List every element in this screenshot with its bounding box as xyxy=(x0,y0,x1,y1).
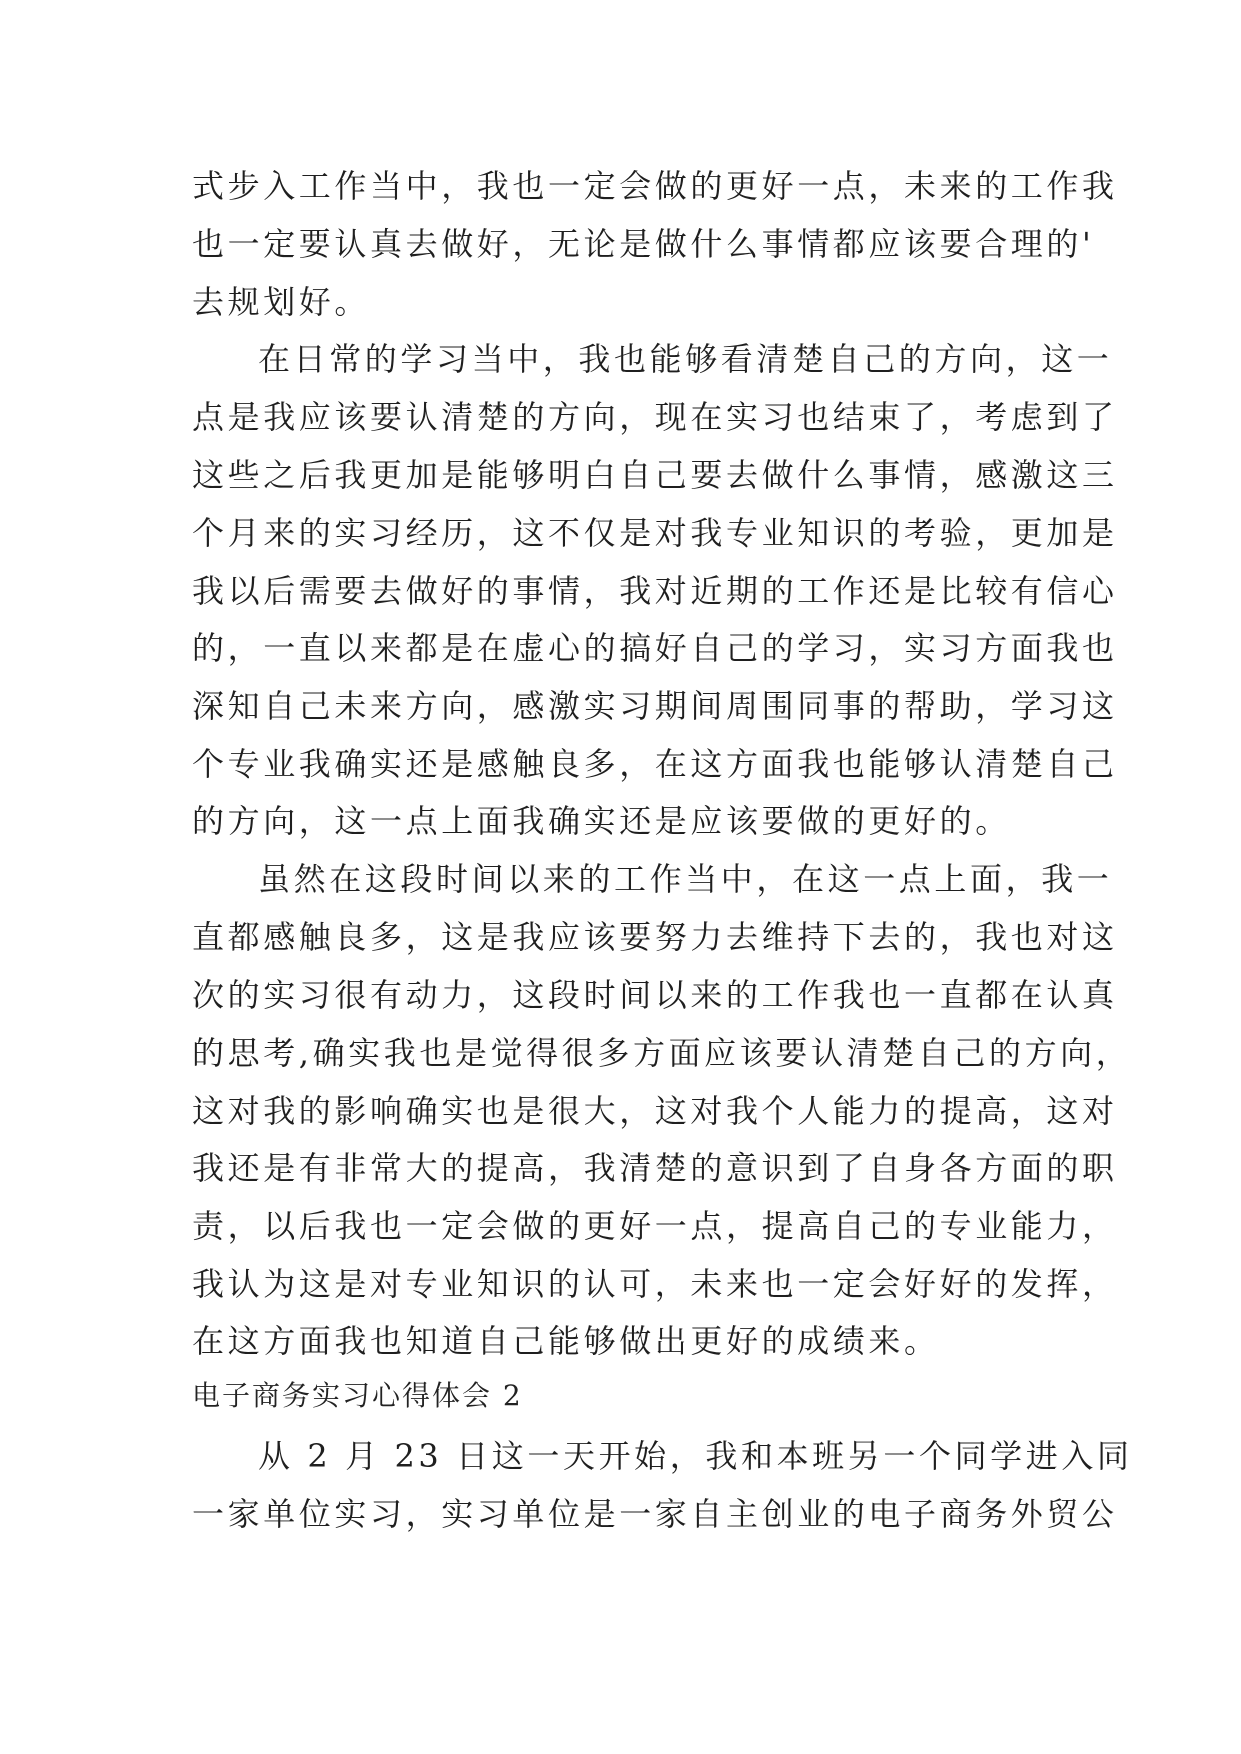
text-line: 我以后需要去做好的事情，我对近期的工作还是比较有信心 xyxy=(192,572,1118,610)
text-line: 的，一直以来都是在虚心的搞好自己的学习，实习方面我也 xyxy=(192,629,1118,667)
text-line: 这对我的影响确实也是很大，这对我个人能力的提高，这对 xyxy=(192,1092,1118,1130)
text-line: 去规划好。 xyxy=(192,283,371,321)
text-line: 个专业我确实还是感触良多，在这方面我也能够认清楚自己 xyxy=(192,745,1118,783)
text-line: 次的实习很有动力，这段时间以来的工作我也一直都在认真 xyxy=(192,976,1118,1014)
paragraph-first-line: 从 2 月 23 日这一天开始，我和本班另一个同学进入同 xyxy=(258,1437,1133,1475)
text-line: 我认为这是对专业知识的认可，未来也一定会好好的发挥， xyxy=(192,1265,1118,1303)
text-line: 点是我应该要认清楚的方向，现在实习也结束了，考虑到了 xyxy=(192,398,1118,436)
text-line: 这些之后我更加是能够明白自己要去做什么事情，感激这三 xyxy=(192,456,1118,494)
text-line: 的方向，这一点上面我确实还是应该要做的更好的。 xyxy=(192,802,1011,840)
paragraph-first-line: 在日常的学习当中，我也能够看清楚自己的方向，这一 xyxy=(258,340,1113,378)
text-line: 的思考,确实我也是觉得很多方面应该要认清楚自己的方向， xyxy=(192,1034,1132,1072)
text-line: 式步入工作当中，我也一定会做的更好一点，未来的工作我 xyxy=(192,167,1118,205)
paragraph-first-line: 虽然在这段时间以来的工作当中，在这一点上面，我一 xyxy=(258,860,1113,898)
text-line: 个月来的实习经历，这不仅是对我专业知识的考验，更加是 xyxy=(192,514,1118,552)
section-heading: 电子商务实习心得体会 2 xyxy=(192,1379,523,1412)
text-line: 我还是有非常大的提高，我清楚的意识到了自身各方面的职 xyxy=(192,1149,1118,1187)
text-line: 也一定要认真去做好，无论是做什么事情都应该要合理的' xyxy=(192,225,1095,263)
text-line: 直都感触良多，这是我应该要努力去维持下去的，我也对这 xyxy=(192,918,1118,956)
text-line: 在这方面我也知道自己能够做出更好的成绩来。 xyxy=(192,1322,940,1360)
text-line: 责，以后我也一定会做的更好一点，提高自己的专业能力， xyxy=(192,1207,1118,1245)
text-line: 深知自己未来方向，感激实习期间周围同事的帮助，学习这 xyxy=(192,687,1118,725)
text-line: 一家单位实习，实习单位是一家自主创业的电子商务外贸公 xyxy=(192,1495,1118,1533)
